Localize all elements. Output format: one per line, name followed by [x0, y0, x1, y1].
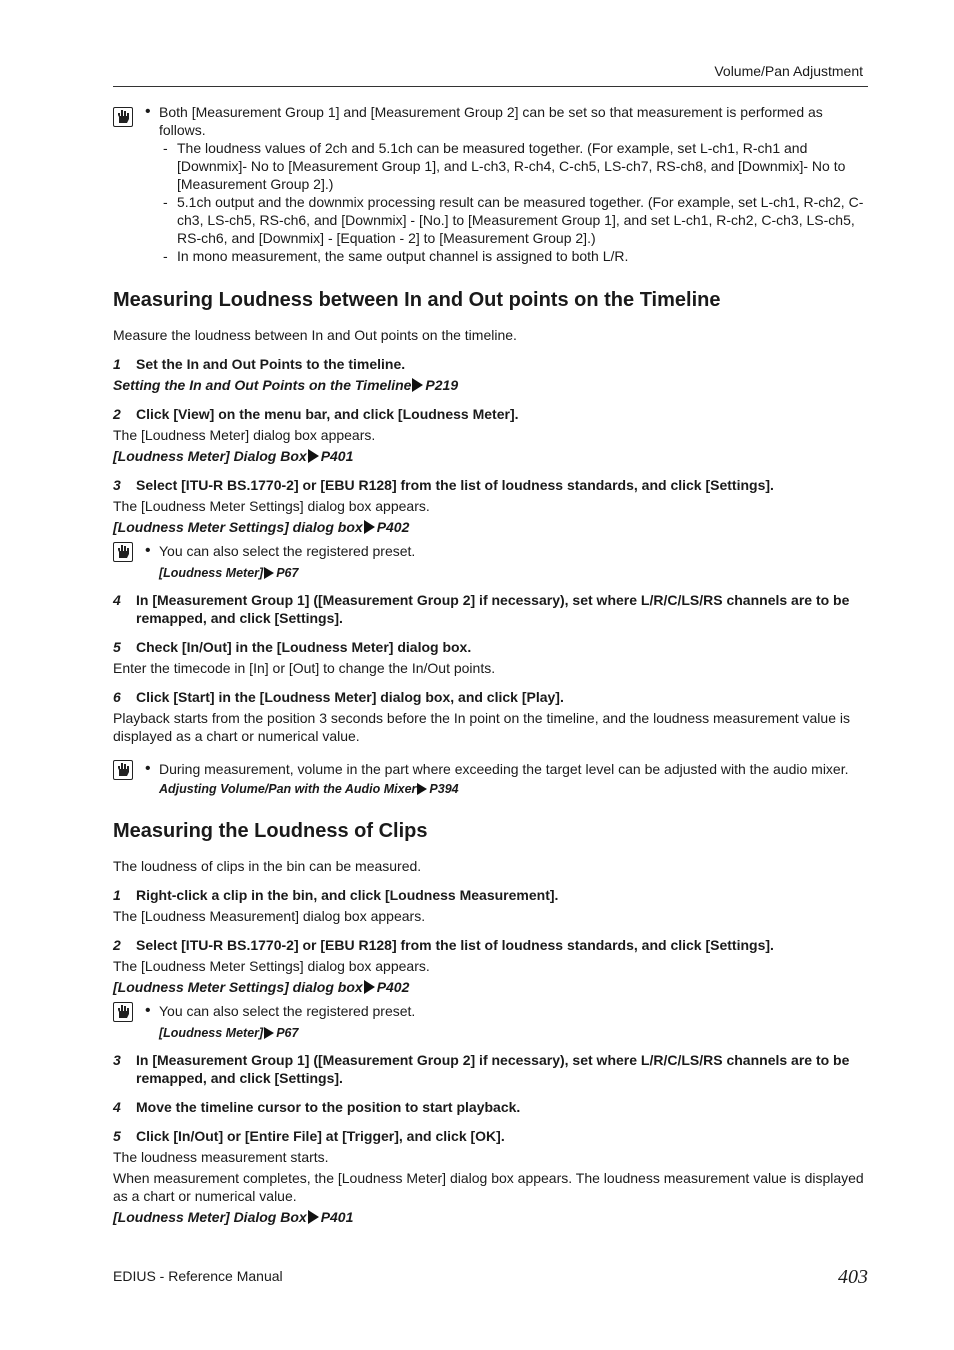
arrow-right-icon [264, 1027, 274, 1039]
step-description: When measurement completes, the [Loudness Meter] dialog box appears. The loudness measurement value is displayed as a chart or numerical value. [113, 1170, 864, 1204]
cross-reference-link[interactable]: [Loudness Meter Settings] dialog box P402 [113, 519, 410, 535]
note-icon [113, 107, 133, 127]
arrow-right-icon [364, 980, 375, 994]
step-1: 1 Right-click a clip in the bin, and click [Loudness Measurement]. [113, 887, 559, 903]
note-block [113, 1002, 868, 1042]
note-bullet: • You can also select the registered preset. [145, 1002, 416, 1019]
note-block [113, 760, 868, 798]
running-header: Volume/Pan Adjustment [714, 63, 863, 79]
step-5: 5 Click [In/Out] or [Entire File] at [Trigger], and click [OK]. [113, 1128, 505, 1144]
cross-reference-link[interactable]: Setting the In and Out Points on the Timeline P219 [113, 377, 459, 393]
footer-manual-name: EDIUS - Reference Manual [113, 1268, 283, 1284]
arrow-right-icon [412, 378, 423, 392]
cross-reference-link[interactable]: [Loudness Meter] Dialog Box P401 [113, 448, 354, 464]
step-description: Playback starts from the position 3 seconds before the In point on the timeline, and the loudness measurement value is displayed as a chart or numerical value. [113, 710, 850, 744]
cross-reference-link[interactable]: Adjusting Volume/Pan with the Audio Mixer P394 [159, 782, 459, 796]
step-4: 4 In [Measurement Group 1] ([Measurement Group 2] if necessary), set where L/R/C/LS/RS channels are to be remapped, and click [Settings]. [113, 592, 850, 626]
step-description: The [Loudness Meter Settings] dialog box appears. [113, 498, 430, 514]
section-intro: The loudness of clips in the bin can be measured. [113, 858, 422, 874]
step-description: The [Loudness Meter] dialog box appears. [113, 427, 376, 443]
note-bullet: • You can also select the registered preset. [145, 542, 416, 559]
section-heading: Measuring the Loudness of Clips [113, 820, 428, 842]
list-item: - 5.1ch output and the downmix processing result can be measured together. (For example, set L-ch1, R-ch2, C-ch3, LS-ch5, RS-ch6, and [Downmix] - [No.] to [Measurement Group 1], and set L-ch1, R-ch2, C-ch3, LS-ch5, RS-ch6, and [Downmix] - [Equation - 2] to [Measurement Group 2].) [163, 194, 864, 246]
arrow-right-icon [417, 783, 427, 795]
header-rule [113, 86, 868, 87]
section-heading: Measuring Loudness between In and Out points on the Timeline [113, 289, 721, 311]
step-description: The loudness measurement starts. [113, 1149, 329, 1165]
arrow-right-icon [308, 449, 319, 463]
note-icon [113, 760, 133, 780]
step-description: Enter the timecode in [In] or [Out] to change the In/Out points. [113, 660, 496, 676]
note-sublist [159, 139, 868, 265]
step-3: 3 Select [ITU-R BS.1770-2] or [EBU R128] from the list of loudness standards, and click [Settings]. [113, 477, 774, 493]
note-icon [113, 1002, 133, 1022]
page-number: 403 [838, 1266, 868, 1288]
page-content [113, 96, 868, 1226]
cross-reference-link[interactable]: [Loudness Meter] P67 [159, 1026, 299, 1040]
cross-reference-link[interactable]: [Loudness Meter Settings] dialog box P402 [113, 979, 410, 995]
list-item: - In mono measurement, the same output channel is assigned to both L/R. [163, 248, 629, 264]
note-block [113, 542, 868, 582]
step-description: The [Loudness Meter Settings] dialog box appears. [113, 958, 430, 974]
note-bullet: • Both [Measurement Group 1] and [Measurement Group 2] can be set so that measurement is performed as follows. [145, 103, 823, 138]
step-6: 6 Click [Start] in the [Loudness Meter] dialog box, and click [Play]. [113, 689, 564, 705]
list-item: - The loudness values of 2ch and 5.1ch can be measured together. (For example, set L-ch1, R-ch1 and [Downmix]- No to [Measurement Group 1], and L-ch3, R-ch4, C-ch5, LS-ch7, RS-ch8, and [Downmix]- No to [Measurement Group 2].) [163, 140, 846, 192]
step-4: 4 Move the timeline cursor to the position to start playback. [113, 1099, 521, 1115]
step-3: 3 In [Measurement Group 1] ([Measurement Group 2] if necessary), set where L/R/C/LS/RS channels are to be remapped, and click [Settings]. [113, 1052, 850, 1086]
arrow-right-icon [364, 520, 375, 534]
step-5: 5 Check [In/Out] in the [Loudness Meter] dialog box. [113, 639, 472, 655]
section-intro: Measure the loudness between In and Out points on the timeline. [113, 327, 517, 343]
arrow-right-icon [264, 567, 274, 579]
note-block [113, 103, 868, 265]
step-1: 1 Set the In and Out Points to the timeline. [113, 356, 406, 372]
step-2: 2 Click [View] on the menu bar, and click [Loudness Meter]. [113, 406, 519, 422]
note-icon [113, 542, 133, 562]
cross-reference-link[interactable]: [Loudness Meter] Dialog Box P401 [113, 1209, 354, 1225]
arrow-right-icon [308, 1210, 319, 1224]
step-description: The [Loudness Measurement] dialog box appears. [113, 908, 426, 924]
cross-reference-link[interactable]: [Loudness Meter] P67 [159, 566, 299, 580]
step-2: 2 Select [ITU-R BS.1770-2] or [EBU R128] from the list of loudness standards, and click [Settings]. [113, 937, 774, 953]
note-bullet: • During measurement, volume in the part where exceeding the target level can be adjusted with the audio mixer. [145, 760, 849, 777]
